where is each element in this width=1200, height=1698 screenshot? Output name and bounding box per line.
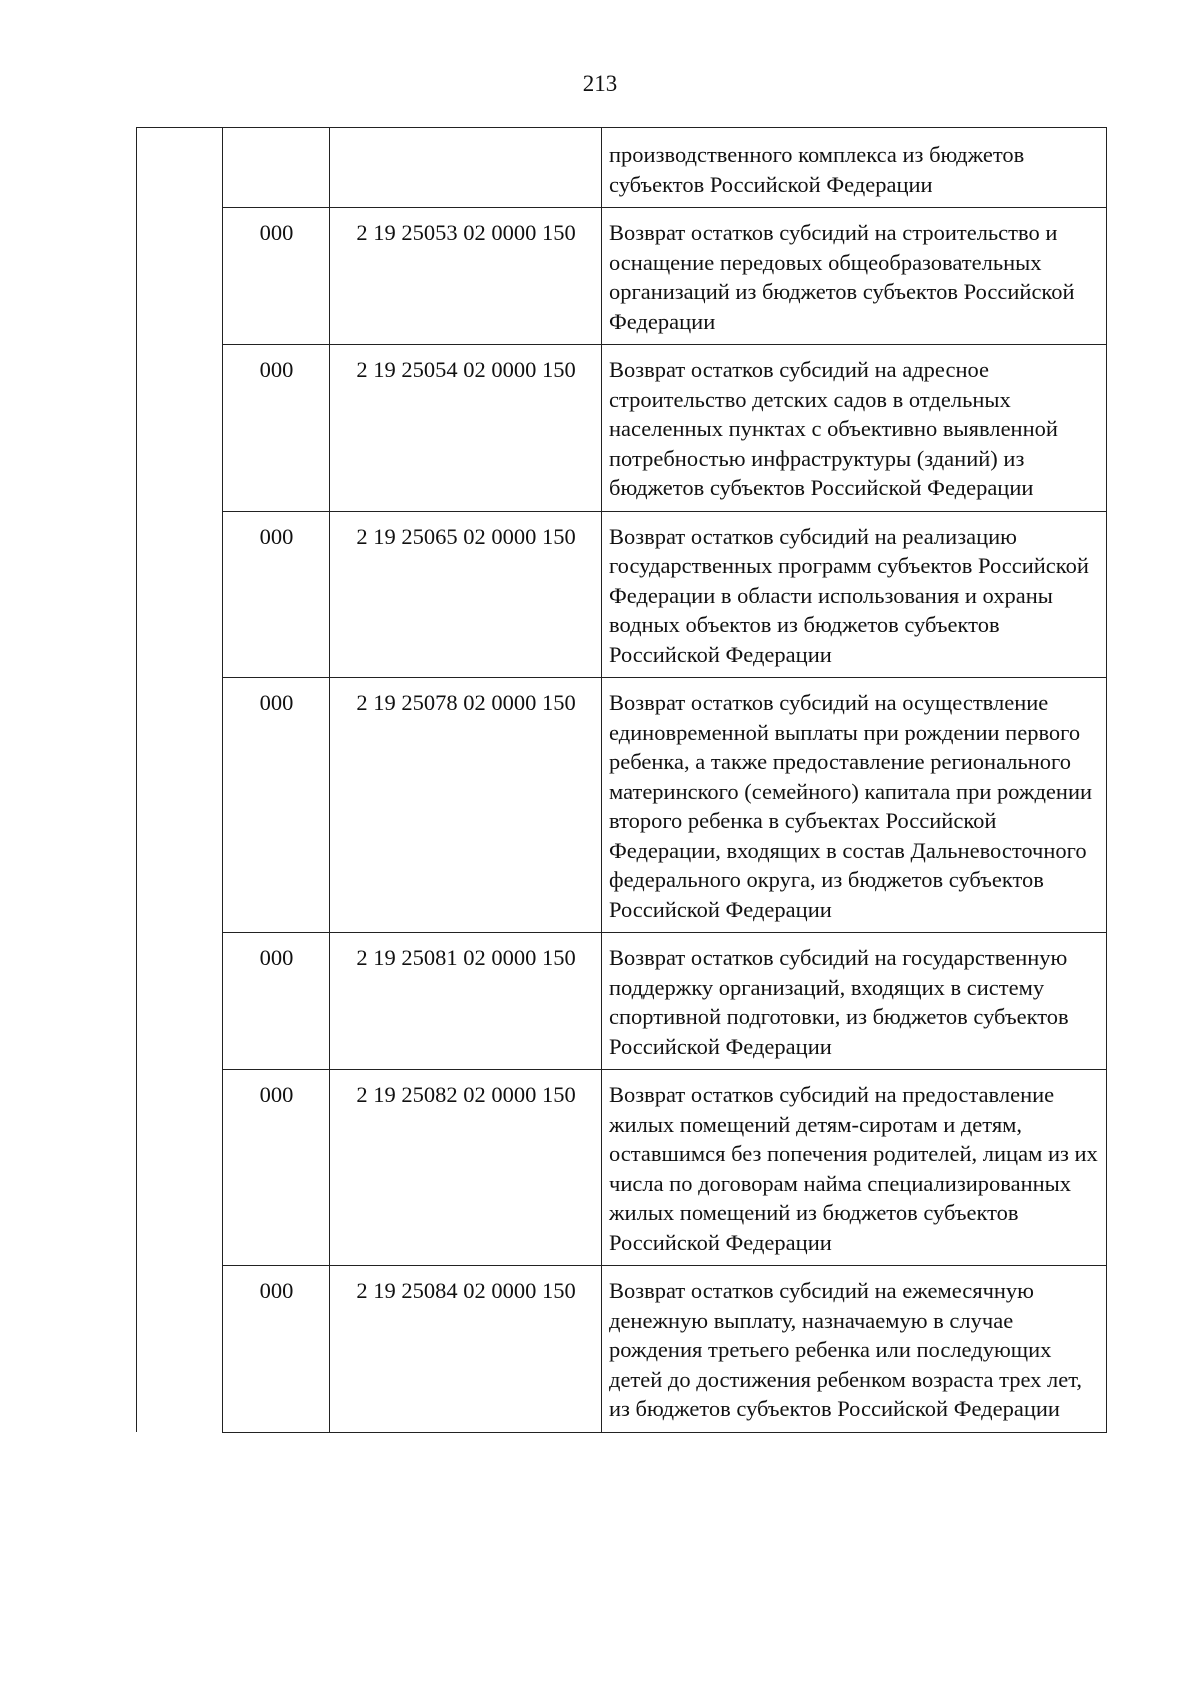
- budget-code-cell: [330, 128, 602, 208]
- admin-code-cell: 000: [223, 1266, 330, 1433]
- blank-column-cell: [137, 128, 223, 1433]
- admin-code-cell: 000: [223, 678, 330, 933]
- budget-code-cell: 2 19 25084 02 0000 150: [330, 1266, 602, 1433]
- budget-code-cell: 2 19 25082 02 0000 150: [330, 1070, 602, 1266]
- table-row: [137, 345, 1107, 512]
- admin-code-cell: 000: [223, 511, 330, 678]
- revenue-name-cell: Возврат остатков субсидий на предоставление жилых помещений детям-сиротам и детям, оставшимся без попечения родителей, лицам из их числа по договорам найма специализированных жилых помещений из бюджетов субъектов Российской Федерации: [602, 1070, 1107, 1266]
- budget-code-cell: 2 19 25078 02 0000 150: [330, 678, 602, 933]
- revenue-name-cell: Возврат остатков субсидий на строительство и оснащение передовых общеобразовательных организаций из бюджетов субъектов Российской Федерации: [602, 208, 1107, 345]
- admin-code-cell: 000: [223, 1070, 330, 1266]
- revenue-name-cell: Возврат остатков субсидий на государственную поддержку организаций, входящих в систему спортивной подготовки, из бюджетов субъектов Российской Федерации: [602, 933, 1107, 1070]
- admin-code-cell: 000: [223, 933, 330, 1070]
- revenue-name-cell: Возврат остатков субсидий на осуществление единовременной выплаты при рождении первого ребенка, а также предоставление регионального материнского (семейного) капитала при рождении второго ребенка в субъектах Российской Федерации, входящих в состав Дальневосточного федерального округа, из бюджетов субъектов Российской Федерации: [602, 678, 1107, 933]
- revenue-name-cell: Возврат остатков субсидий на адресное строительство детских садов в отдельных населенных пунктах с объективно выявленной потребностью инфраструктуры (зданий) из бюджетов субъектов Российской Федерации: [602, 345, 1107, 512]
- revenue-name-cell: Возврат остатков субсидий на ежемесячную денежную выплату, назначаемую в случае рождения третьего ребенка или последующих детей до достижения ребенком возраста трех лет, из бюджетов субъектов Российской Федерации: [602, 1266, 1107, 1433]
- budget-code-cell: 2 19 25065 02 0000 150: [330, 511, 602, 678]
- admin-code-cell: 000: [223, 345, 330, 512]
- revenue-name-cell: Возврат остатков субсидий на реализацию государственных программ субъектов Российской Федерации в области использования и охраны водных объектов из бюджетов субъектов Российской Федерации: [602, 511, 1107, 678]
- table-row: [137, 933, 1107, 1070]
- table-row: [137, 1070, 1107, 1266]
- table-row: [137, 128, 1107, 208]
- table-row: [137, 678, 1107, 933]
- budget-code-cell: 2 19 25054 02 0000 150: [330, 345, 602, 512]
- admin-code-cell: 000: [223, 208, 330, 345]
- budget-code-cell: 2 19 25053 02 0000 150: [330, 208, 602, 345]
- budget-code-cell: 2 19 25081 02 0000 150: [330, 933, 602, 1070]
- revenue-name-cell: производственного комплекса из бюджетов субъектов Российской Федерации: [602, 128, 1107, 208]
- page-number: 213: [582, 71, 618, 96]
- table-row: [137, 208, 1107, 345]
- admin-code-cell: [223, 128, 330, 208]
- table-row: [137, 1266, 1107, 1433]
- budget-code-table: [136, 127, 1107, 1433]
- table-row: [137, 511, 1107, 678]
